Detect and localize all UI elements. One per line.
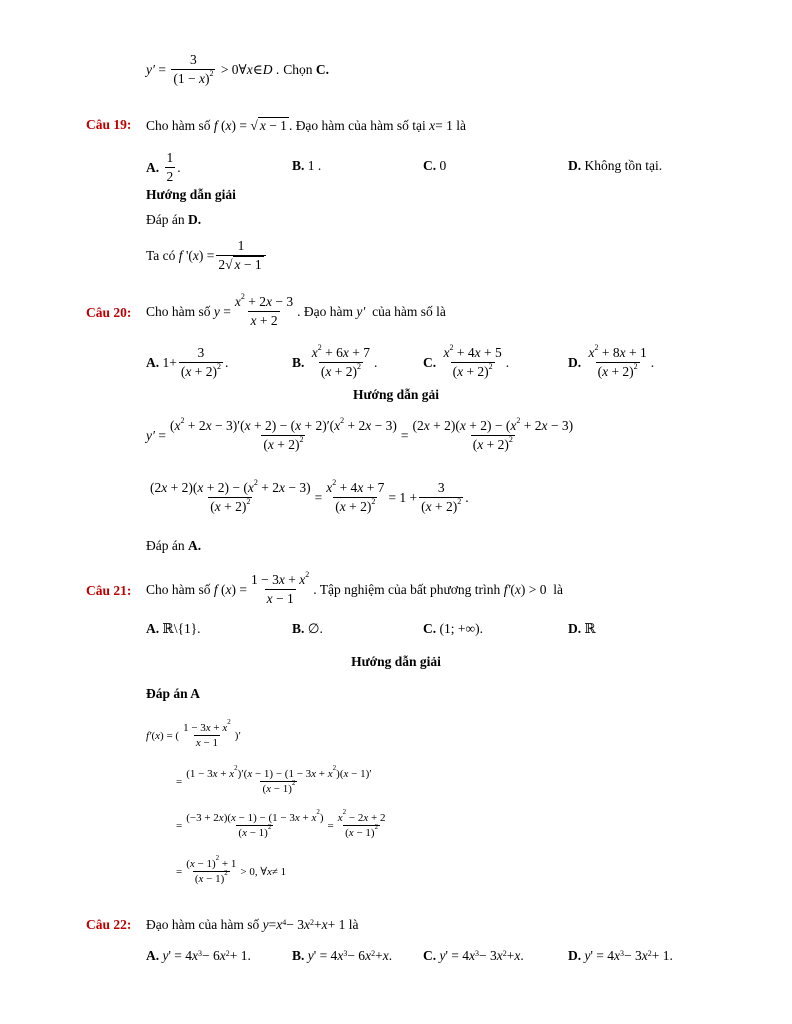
q20-answer: Đáp án A. — [146, 538, 202, 553]
q22-option-a: A. y ' = 4 x $^3$ − 6 x $^2$ + 1. — [146, 948, 251, 963]
q22-option-b: B. y ' = 4 x $^3$ − 6 x $^2$ + x . — [292, 948, 393, 963]
q19-option-c: C. 0 — [423, 158, 447, 173]
question-21-stem: Cho hàm số f ( x ) = $\frac{1 - 3x + x^2}{x - 1}$ . Tập nghiệm của bất phương trình f′ ( x ) > 0 là — [146, 569, 564, 606]
q19-option-a: A. $\frac{1}{2}$ . — [146, 150, 181, 184]
q21-answer: Đáp án A — [146, 686, 201, 701]
q21-guide-heading: Hướng dẫn giải — [351, 654, 441, 669]
q21-work-line-2: = $\frac{(1 - 3x + x^2)'(x - 1) - (1 - 3x + x^2)(x - 1)'}{(x - 1)^2}$ — [176, 764, 372, 795]
q19-guide-heading: Hướng dẫn giải — [146, 187, 236, 202]
previous-solution-line: y′ = $\frac{3}{(1 - x)^2}$ > 0∀ x ∈ D . Chọn C. — [146, 52, 329, 86]
q21-option-d: D. ℝ — [568, 621, 596, 636]
q21-work-line-4: = $\frac{(x - 1)^2 + 1}{(x - 1)^2}$ > 0, ∀ x ≠ 1 — [176, 854, 287, 885]
q22-option-d: D. y ' = 4 x $^3$ − 3 x $^2$ + 1. — [568, 948, 673, 963]
q20-option-d: D. $\frac{x^2 + 8x + 1}{(x + 2)^2}$ . — [568, 342, 655, 379]
q20-guide-heading: Hướng dẫn gải — [352, 387, 440, 402]
question-20-stem: Cho hàm số y = $\frac{x^2 + 2x - 3}{x + 2}$ . Đạo hàm y′ của hàm số là — [146, 291, 446, 328]
q19-option-b: B. 1 . — [292, 158, 322, 173]
q20-option-c: C. $\frac{x^2 + 4x + 5}{(x + 2)^2}$ . — [423, 342, 510, 379]
q20-work-line-1: y′ = $\frac{(x^2 + 2x - 3)'(x + 2) - (x + 2)'(x^2 + 2x - 3)}{(x + 2)^2}$ = $\frac{(2x + 2)(x + 2) - (x^2 + 2x - 3)}{(x + 2)^2}$ — [146, 415, 574, 452]
q19-work: Ta có f '( x ) = $\frac{1}{2√ x - 1}$ — [146, 238, 268, 273]
question-20-label: Câu 20: — [86, 305, 132, 320]
question-19-label: Câu 19: — [86, 117, 132, 132]
q20-work-line-2: $\frac{(2x + 2)(x + 2) - (x^2 + 2x - 3)}{(x + 2)^2}$ = $\frac{x^2 + 4x + 7}{(x + 2)^2}$ = 1 + $\frac{3}{(x + 2)^2}$ . — [150, 477, 469, 514]
q19-option-d: D. Không tồn tại. — [568, 158, 663, 173]
question-22-label: Câu 22: — [86, 917, 132, 932]
q21-option-a: A. ℝ\{1}. — [146, 621, 201, 636]
q21-option-b: B. ∅. — [292, 621, 323, 636]
q21-work-line-1: f′ ( x ) = ( $\frac{1 - 3x + x^2}{x - 1}$ )′ — [146, 718, 241, 749]
question-22-stem: Đạo hàm của hàm số y = x $^4$ − 3 x $^2$ + x + 1 là — [146, 917, 359, 932]
q20-option-a: A. 1+ $\frac{3}{(x + 2)^2}$ . — [146, 345, 229, 379]
question-21-label: Câu 21: — [86, 583, 132, 598]
q21-work-line-3: = $\frac{(-3 + 2x)(x - 1) - (1 - 3x + x^2)}{(x - 1)^2}$ = $\frac{x^2 - 2x + 2}{(x - 1)^2}$ — [176, 808, 386, 839]
q20-option-b: B. $\frac{x^2 + 6x + 7}{(x + 2)^2}$ . — [292, 342, 378, 379]
q21-option-c: C. (1; +∞). — [423, 621, 483, 636]
q19-answer: Đáp án D. — [146, 212, 202, 227]
q22-option-c: C. y ' = 4 x $^3$ − 3 x $^2$ + x . — [423, 948, 524, 963]
question-19-stem: Cho hàm số f ( x ) = √ x − 1 . Đạo hàm của hàm số tại x = 1 là — [146, 117, 467, 133]
